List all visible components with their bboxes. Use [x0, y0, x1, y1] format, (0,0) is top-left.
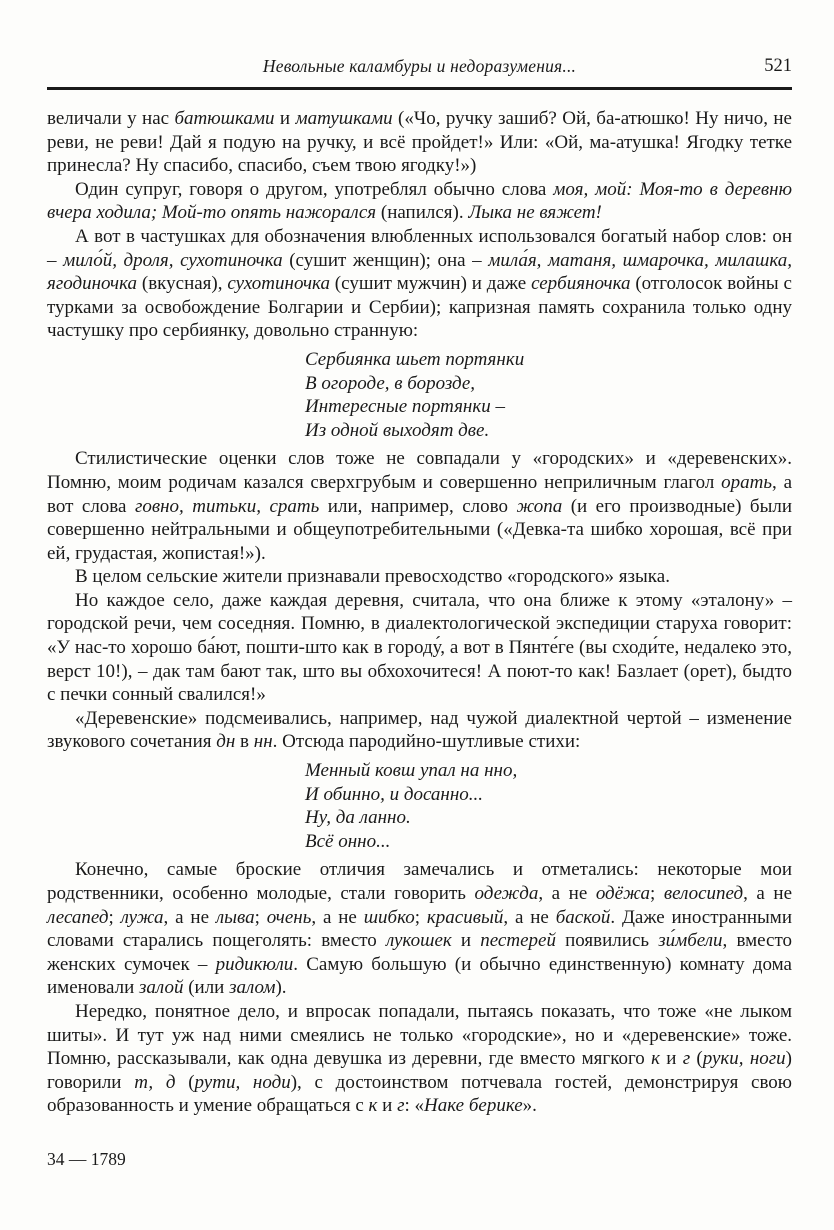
italic-segment: батюшками — [174, 108, 275, 129]
text-segment: , а не — [743, 883, 793, 904]
text-segment: . Самую большую (и обычно единственную) комнату дома именовали — [47, 953, 792, 999]
italic-segment: Наке берике — [424, 1095, 523, 1117]
text-segment: ; — [414, 906, 427, 928]
text-segment: , а вот слова — [47, 471, 792, 517]
verse-block — [305, 348, 792, 442]
verse-line: И обинно, и досанно... — [305, 783, 484, 805]
page-header — [47, 56, 792, 90]
italic-segment: красивый — [426, 906, 504, 928]
text-segment: . Отсюда пародийно-шутливые стихи: — [272, 731, 581, 753]
italic-segment: г — [682, 1048, 691, 1070]
header-rule — [47, 87, 792, 90]
verse-line: Из одной выходят две. — [305, 419, 490, 441]
text-segment: . Даже иностранными словами старались пощеголять: вместо — [47, 906, 793, 952]
italic-segment: баской — [555, 906, 611, 928]
body-paragraph — [47, 178, 792, 225]
text-segment: (напился). — [376, 202, 469, 224]
text-segment: (отголосок войны с турками за освобождение Болгарии и Сербии); капризная память сохранила только одну частушку про сербиянку, довольно странную: — [47, 273, 792, 342]
italic-segment: лужа — [120, 906, 164, 928]
text-segment: ». — [522, 1095, 537, 1117]
italic-segment: жопа — [516, 495, 563, 517]
text-segment: ) говорили — [47, 1048, 792, 1093]
italic-segment: мила́я, матаня, шмарочка, милашка, ягодиночка — [47, 249, 793, 295]
verse-line: Сербиянка шьет портянки — [305, 348, 525, 370]
text-segment: , а не — [503, 906, 556, 928]
body-paragraph — [47, 225, 792, 343]
text-segment: ( — [690, 1048, 703, 1070]
text-segment: и — [274, 108, 296, 129]
italic-segment: ридикюли — [215, 953, 294, 975]
text-segment: ; — [650, 883, 664, 904]
running-title: Невольные каламбуры и недоразумения... — [262, 56, 577, 76]
text-segment: Стилистические оценки слов тоже не совпадали у «городских» и «деревенских». Помню, моим родичам казался сверхгрубым и совершенно неприличным глагол — [47, 448, 792, 493]
header-row — [47, 56, 792, 82]
text-segment: («Чо, ручку зашиб? Ой, ба-атюшко! Ну ничо, не реви, не реви! Дай я подую на ручку, и всё пройдет!» Или: «Ой, ма-атушка! Ягодку тетке принесла? Ну спасибо, спасибо, съем твою ягодку!») — [47, 108, 792, 177]
italic-segment: к — [651, 1048, 660, 1070]
text-segment: , вместо женских сумочек – — [47, 930, 793, 975]
text-segment: и — [451, 930, 481, 952]
page-number: 521 — [764, 56, 792, 76]
text-segment: (или — [183, 977, 230, 999]
body-paragraph — [47, 858, 792, 1000]
body-paragraph — [47, 447, 792, 565]
body-paragraph — [47, 707, 792, 754]
text-segment: ( — [175, 1071, 195, 1093]
italic-segment: лесапед — [47, 906, 109, 928]
italic-segment: одёжа — [595, 883, 651, 904]
text-segment: , а не — [163, 906, 216, 928]
italic-segment: Лыка не вяжет! — [468, 202, 602, 224]
text-segment: А вот в частушках для обозначения влюбленных использовался богатый набор слов: он – — [47, 225, 792, 271]
italic-segment: очень — [266, 906, 312, 928]
text-segment: (сушит мужчин) и даже — [329, 273, 532, 295]
text-segment: Конечно, самые броские отличия замечались и отметались: некоторые мои родственники, особенно молодые, стали говорить — [47, 859, 792, 904]
italic-segment: говно, титьки, срать — [134, 495, 320, 517]
text-segment: , а не — [311, 906, 364, 928]
italic-segment: нн — [253, 731, 273, 753]
italic-segment: руки, ноги — [702, 1048, 786, 1070]
text-segment: , а не — [538, 883, 596, 904]
body-paragraph — [47, 1000, 792, 1118]
text-segment: и — [377, 1095, 398, 1117]
text-segment: ; — [254, 906, 267, 928]
italic-segment: велосипед — [663, 883, 744, 904]
text-segment: и — [659, 1048, 683, 1070]
text-segment: Один супруг, говоря о другом, употреблял обычно слова — [75, 178, 554, 200]
verse-line: Всё онно... — [305, 830, 391, 852]
italic-segment: г — [397, 1095, 405, 1117]
italic-segment: лыва — [215, 906, 255, 928]
signature-mark: 34 — 1789 — [47, 1149, 126, 1169]
text-segment: (вкусная), — [137, 273, 228, 295]
page-body — [47, 107, 792, 1118]
text-segment: «Деревенские» подсмеивались, например, над чужой диалектной чертой – изменение звукового сочетания — [47, 707, 792, 753]
text-segment: ; — [108, 906, 121, 928]
text-segment: в — [235, 731, 254, 753]
italic-segment: орать — [721, 471, 772, 493]
verse-line: В огороде, в борозде, — [305, 372, 476, 394]
text-segment: Нередко, понятное дело, и впросак попадали, пытаясь показать, что тоже «не лыком шиты». И тут уж над ними смеялись не только «городские», но и «деревенские» тоже. Помню, рассказывали, как одна девушка из деревни, где вместо мягкого — [47, 1000, 792, 1070]
verse-block — [305, 759, 792, 853]
italic-segment: моя, мой: Моя-то в деревню вчера ходила; Мой-то опять нажорался — [47, 178, 793, 224]
body-paragraph — [47, 107, 792, 178]
italic-segment: шибко — [363, 906, 415, 928]
text-segment: появились — [555, 930, 659, 952]
italic-segment: дн — [216, 731, 236, 753]
italic-segment: залой — [139, 977, 184, 999]
text-segment: или, например, слово — [319, 495, 517, 517]
italic-segment: рути, ноди — [194, 1071, 291, 1093]
page-footer — [47, 1149, 126, 1170]
body-paragraph — [47, 565, 792, 589]
italic-segment: матушками — [295, 108, 393, 129]
italic-segment: лукошек — [385, 930, 452, 952]
text-segment: (сушит женщин); она – — [282, 249, 489, 271]
italic-segment: одежда — [474, 883, 539, 904]
italic-segment: зи́мбели — [658, 930, 723, 952]
verse-line: Менный ковш упал на нно, — [305, 760, 518, 782]
body-paragraph — [47, 589, 792, 707]
text-segment: Но каждое село, даже каждая деревня, считала, что она ближе к этому «эталону» – городской речи, чем соседняя. Помню, в диалектологической экспедиции старуха говорит: «У нас-то хорошо ба́ют, пошти-што как в городу́, а вот в Пянте́ге (вы сходи́те, недалеко это, верст 10!), – дак там бают так, што вы обхохочитеся! А поют-то как! Базлает (орет), быдто с печки сонный свалился!» — [47, 589, 792, 706]
text-segment: величали у нас — [47, 108, 175, 129]
text-segment: : « — [404, 1095, 425, 1117]
italic-segment: пестерей — [480, 930, 556, 952]
text-segment: В целом сельские жители признавали превосходство «городского» языка. — [75, 566, 670, 588]
text-segment: (и его производные) были совершенно нейтральными и общеупотребительными («Девка-та шибко хорошая, всё при ей, грудастая, жопистая!»). — [47, 495, 792, 564]
italic-segment: сухотиночка — [227, 273, 330, 295]
text-segment: ), с достоинством потчевала гостей, демонстрируя свою образованность и умение обращаться с — [47, 1071, 792, 1117]
italic-segment: сербияночка — [531, 273, 631, 295]
italic-segment: т, д — [134, 1071, 176, 1093]
text-segment: ). — [275, 977, 287, 999]
italic-segment: залом — [229, 977, 276, 999]
italic-segment: к — [368, 1095, 378, 1117]
italic-segment: мило́й, дроля, сухотиночка — [63, 249, 283, 271]
verse-line: Интересные портянки – — [305, 396, 505, 418]
verse-line: Ну, да ланно. — [305, 807, 411, 829]
